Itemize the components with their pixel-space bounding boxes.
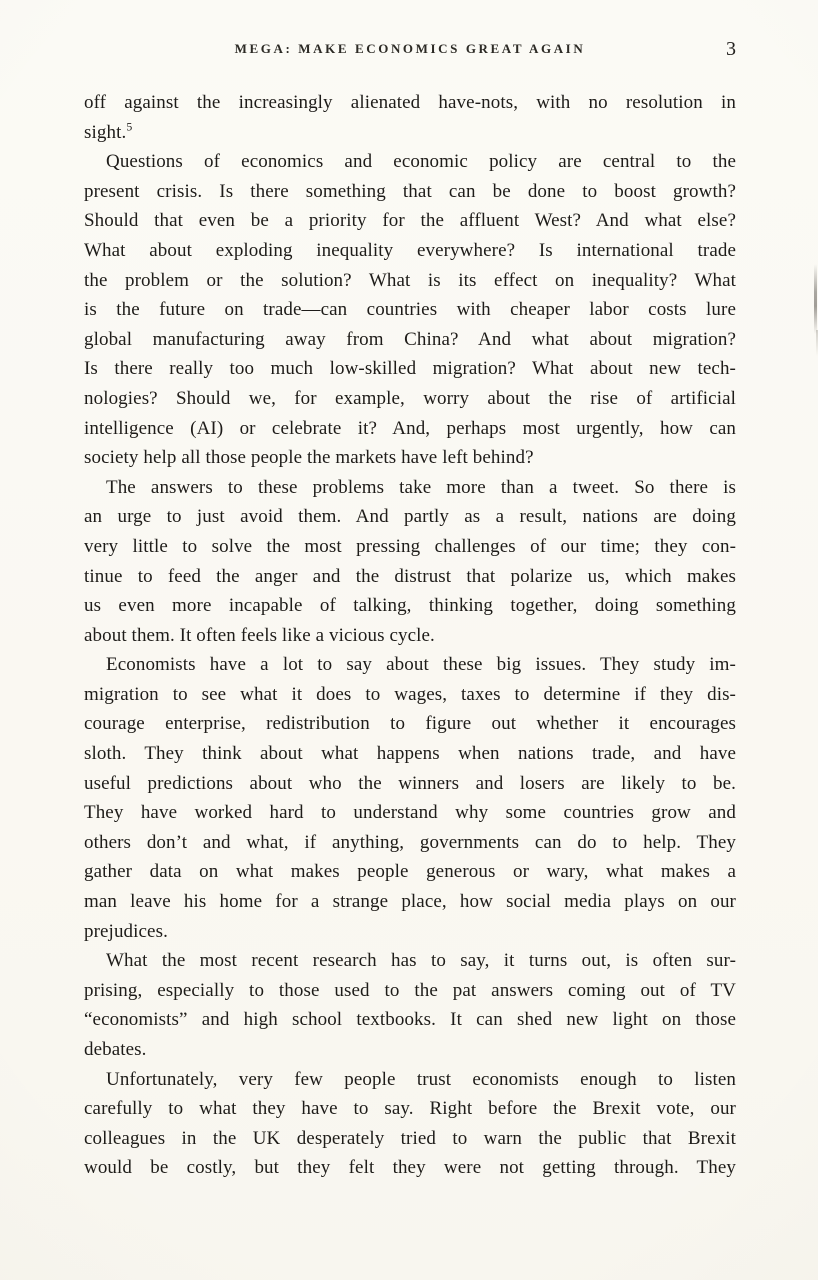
text-line: Economists have a lot to say about these big issues. They study im- [106,654,736,676]
text-line: The answers to these problems take more than a tweet. So there is [106,476,736,498]
text-line: nologies? Should we, for example, worry about the rise of artificial [84,387,736,409]
text-line: colleagues in the UK desperately tried to warn the public that Brexit [84,1127,736,1149]
text-line: tinue to feed the anger and the distrust that polarize us, which makes [84,565,736,587]
text-block [84,88,736,1183]
text-line: sight.$^5$ [84,120,133,143]
text-line: Should that even be a priority for the affluent West? And what else? [84,210,736,232]
text-line: sloth. They think about what happens when nations trade, and have [84,743,736,765]
text-line: us even more incapable of talking, thinking together, doing something [84,595,736,617]
text-line: prejudices. [84,920,168,942]
text-line: gather data on what makes people generous or wary, what makes a [84,861,736,883]
text-line: “economists” and high school textbooks. It can shed new light on those [84,1009,736,1031]
text-line: prising, especially to those used to the pat answers coming out of TV [84,979,736,1001]
text-line: Is there really too much low-skilled migration? What about new tech- [84,358,736,380]
text-line: intelligence (AI) or celebrate it? And, perhaps most urgently, how can [84,417,736,439]
page-number: 3 [726,38,736,60]
text-line: man leave his home for a strange place, how social media plays on our [84,891,736,913]
text-line: is the future on trade—can countries with cheaper labor costs lure [84,299,736,321]
text-line: useful predictions about who the winners and losers are likely to be. [84,772,736,794]
text-line: debates. [84,1039,147,1060]
running-header-title: MEGA: MAKE ECONOMICS GREAT AGAIN [234,41,586,56]
text-line: global manufacturing away from China? And what about migration? [84,328,736,350]
text-line: would be costly, but they felt they were not getting through. They [84,1157,736,1179]
text-line: the problem or the solution? What is its effect on inequality? What [84,269,736,291]
text-line: carefully to what they have to say. Right before the Brexit vote, our [84,1098,736,1120]
running-header [84,38,736,62]
text-line: off against the increasingly alienated have-nots, with no resolution in [84,92,736,113]
text-line: What about exploding inequality everywhere? Is international trade [84,239,736,261]
footnote-marker: 5 [126,120,133,134]
text-line: courage enterprise, redistribution to figure out whether it encourages [84,713,736,735]
text-line: What the most recent research has to say, it turns out, is often sur- [106,950,736,972]
text-line: Unfortunately, very few people trust economists enough to listen [106,1068,736,1090]
text-line: They have worked hard to understand why some countries grow and [84,802,736,824]
text-line: very little to solve the most pressing challenges of our time; they con- [84,535,736,557]
scan-edge-artifact [814,264,817,334]
text-line: society help all those people the markets have left behind? [84,447,534,469]
text-line: present crisis. Is there something that can be done to boost growth? [84,180,736,202]
text-line: others don’t and what, if anything, governments can do to help. They [84,831,736,853]
text-line: about them. It often feels like a vicious cycle. [84,624,435,646]
text-line: an urge to just avoid them. And partly as a result, nations are doing [84,506,736,528]
text-line: Questions of economics and economic policy are central to the [106,151,736,173]
text-line: migration to see what it does to wages, taxes to determine if they dis- [84,683,736,705]
